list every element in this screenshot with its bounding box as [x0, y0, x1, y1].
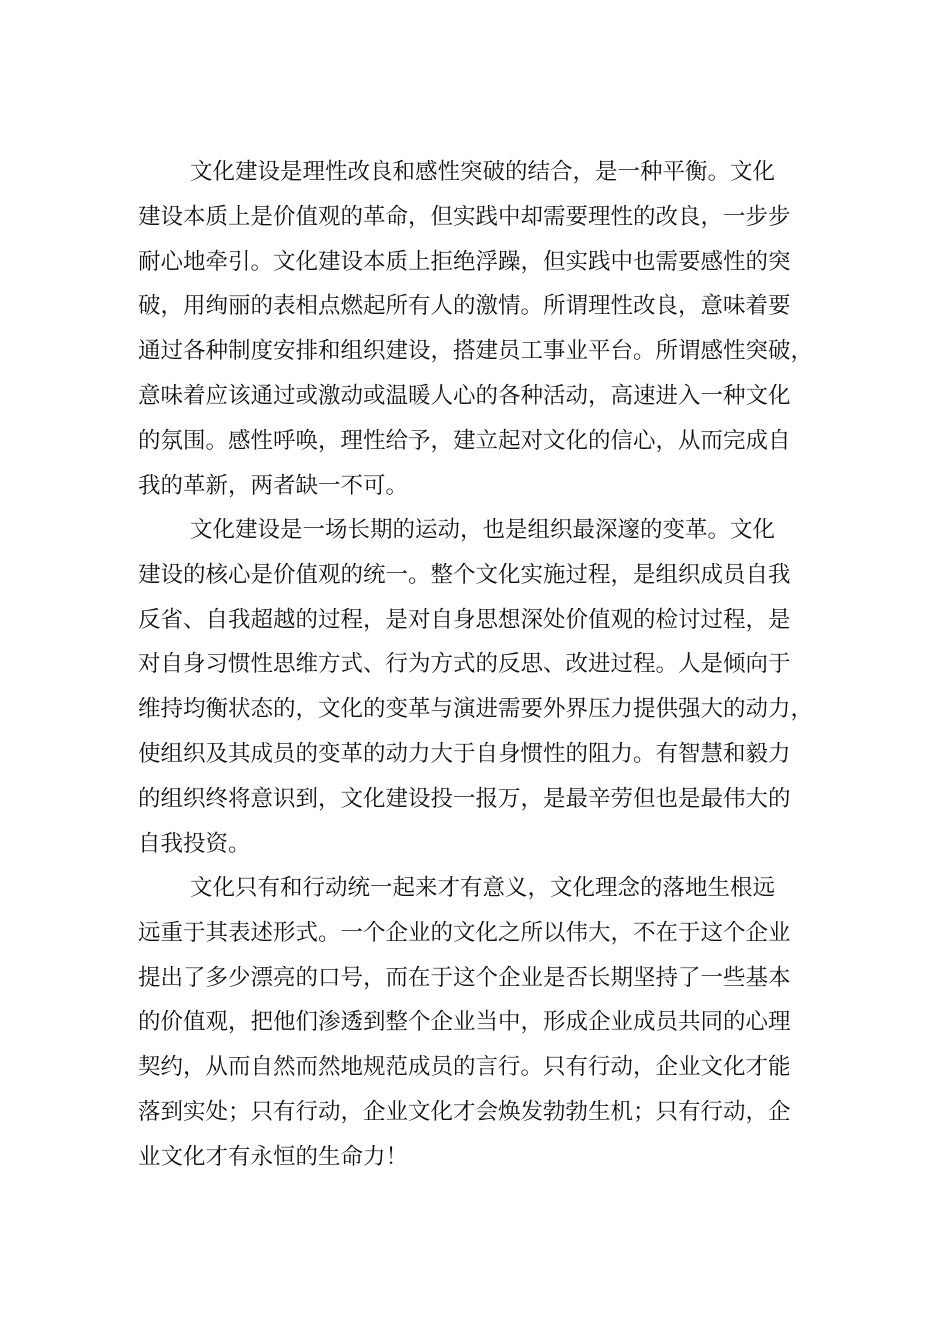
paragraph-1	[138, 150, 828, 508]
paragraph-line: 对自身习惯性思维方式、行为方式的反思、改进过程。人是倾向于	[138, 651, 791, 678]
paragraph-line: 提出了多少漂亮的口号，而在于这个企业是否长期坚持了一些基本	[138, 964, 791, 991]
paragraph-line: 维持均衡状态的，文化的变革与演进需要外界压力提供强大的动力，	[138, 696, 814, 723]
paragraph-line: 反省、自我超越的过程，是对自身思想深处价值观的检讨过程，是	[138, 606, 791, 633]
paragraph-line: 文化只有和行动统一起来才有意义，文化理念的落地生根远	[190, 875, 776, 901]
paragraph-line: 破，用绚丽的表相点燃起所有人的激情。所谓理性改良，意味着要	[138, 293, 791, 320]
paragraph-line: 落到实处；只有行动，企业文化才会焕发勃勃生机；只有行动，企	[138, 1098, 791, 1125]
paragraph-line: 的组织终将意识到，文化建设投一报万，是最辛劳但也是最伟大的	[138, 785, 791, 812]
paragraph-line: 的氛围。感性呼唤，理性给予，建立起对文化的信心，从而完成自	[138, 427, 791, 454]
paragraph-line: 自我投资。	[138, 830, 251, 857]
paragraph-line: 文化建设是理性改良和感性突破的结合，是一种平衡。文化	[190, 159, 776, 185]
paragraph-line: 业文化才有永恒的生命力！	[138, 1143, 409, 1170]
paragraph-line: 意味着应该通过或激动或温暖人心的各种活动，高速进入一种文化	[138, 382, 791, 409]
paragraph-2	[138, 508, 828, 866]
paragraph-line: 耐心地牵引。文化建设本质上拒绝浮躁，但实践中也需要感性的突	[138, 248, 791, 275]
paragraph-line: 通过各种制度安排和组织建设，搭建员工事业平台。所谓感性突破，	[138, 338, 814, 365]
paragraph-line: 文化建设是一场长期的运动，也是组织最深邃的变革。文化	[190, 517, 776, 543]
paragraph-line: 的价值观，把他们渗透到整个企业当中，形成企业成员共同的心理	[138, 1009, 791, 1036]
paragraph-line: 建设本质上是价值观的革命，但实践中却需要理性的改良，一步步	[138, 203, 791, 230]
paragraph-line: 建设的核心是价值观的统一。整个文化实施过程，是组织成员自我	[138, 561, 791, 588]
paragraph-3	[138, 866, 828, 1180]
paragraph-line: 使组织及其成员的变革的动力大于自身惯性的阻力。有智慧和毅力	[138, 740, 791, 767]
paragraph-line: 我的革新，两者缺一不可。	[138, 472, 409, 499]
paragraph-line: 远重于其表述形式。一个企业的文化之所以伟大，不在于这个企业	[138, 919, 791, 946]
paragraph-line: 契约，从而自然而然地规范成员的言行。只有行动，企业文化才能	[138, 1054, 791, 1081]
